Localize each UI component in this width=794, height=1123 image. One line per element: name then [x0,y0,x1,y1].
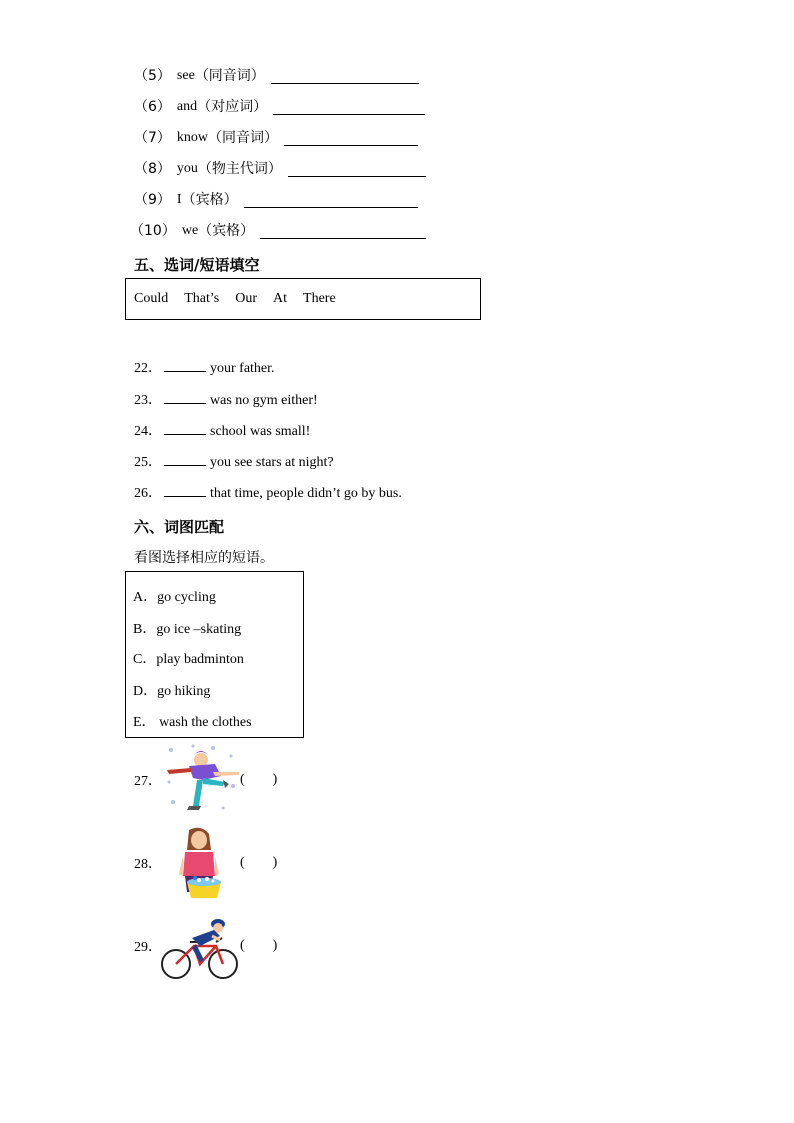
option-text: go ice –skating [156,622,242,637]
picture-question [134,772,162,792]
question-number: 24． [134,424,162,439]
answer-blank[interactable] [273,100,425,115]
word-bank-item: Could [134,291,169,306]
option-text: wash the clothes [155,715,252,730]
item-word: know [176,130,209,145]
answer-paren[interactable]: ( ) [240,938,278,953]
answer-blank[interactable] [288,162,426,177]
question-text: that time, people didn’t go by bus. [210,486,402,501]
item-hint: （宾格） [181,192,238,208]
option-item [133,680,210,700]
washing-clothes-icon [175,826,225,902]
ice-skater-icon [163,742,241,818]
option-item [133,711,252,731]
item-index: （8） [134,161,171,177]
answer-paren[interactable]: ( ) [240,855,278,870]
section4-item [130,221,426,241]
option-item [133,618,241,638]
item-word: I [176,192,182,207]
instruction: 看图选择相应的短语。 [134,550,274,566]
question-number: 27． [134,774,162,789]
section5-heading: 五、选词/短语填空 [134,256,260,274]
section4-item [134,97,425,117]
question-text: was no gym either! [210,393,318,408]
item-index: （10） [130,223,176,239]
item-word: and [176,99,198,114]
question-text: you see stars at night? [210,455,334,470]
word-bank-item: That’s [184,291,220,306]
word-bank-item: Our [235,291,258,306]
cyclist-icon [160,914,240,980]
item-index: （5） [134,68,171,84]
options-box [125,571,304,738]
item-word: you [176,161,198,176]
item-hint: （物主代词） [197,161,282,177]
option-item [133,586,216,606]
answer-blank[interactable] [164,358,206,372]
answer-blank[interactable] [164,390,206,404]
item-index: （6） [134,99,171,115]
answer-blank[interactable] [244,193,418,208]
word-bank-item: There [303,291,336,306]
item-word: we [181,223,199,238]
word-bank [125,278,481,320]
section6-heading: 六、词图匹配 [134,518,225,536]
item-hint: （对应词） [197,99,268,115]
answer-blank[interactable] [271,69,419,84]
option-letter: B． [133,622,157,637]
option-text: go cycling [157,590,216,605]
option-text: play badminton [156,652,244,667]
question-text: your father. [210,361,275,376]
section4-item [134,190,418,210]
picture-question [134,855,162,875]
question-number: 28． [134,857,162,872]
question-number: 25． [134,455,162,470]
question-number: 29． [134,940,162,955]
option-text: go hiking [157,684,211,699]
question-number: 23． [134,393,162,408]
option-letter: E． [133,715,156,730]
answer-paren[interactable]: ( ) [240,772,278,787]
answer-blank[interactable] [284,131,418,146]
section4-item [134,66,419,86]
answer-blank[interactable] [260,224,426,239]
question-number: 26． [134,486,162,501]
item-index: （9） [134,192,171,208]
question-number: 22． [134,361,162,376]
item-hint: （同音词） [208,130,279,146]
word-bank-item: At [273,291,288,306]
option-letter: A． [133,590,158,605]
answer-blank[interactable] [164,483,206,497]
picture-question [134,938,162,958]
option-letter: D． [133,684,158,699]
question-text: school was small! [210,424,311,439]
fill-question [134,483,402,503]
answer-blank[interactable] [164,452,206,466]
fill-question [134,452,334,472]
item-hint: （宾格） [198,223,255,239]
item-hint: （同音词） [194,68,265,84]
item-word: see [176,68,195,83]
option-letter: C． [133,652,157,667]
section4-item [134,159,426,179]
fill-question [134,358,275,378]
option-item [133,648,244,668]
fill-question [134,421,310,441]
section4-item [134,128,418,148]
fill-question [134,390,318,410]
item-index: （7） [134,130,171,146]
answer-blank[interactable] [164,421,206,435]
